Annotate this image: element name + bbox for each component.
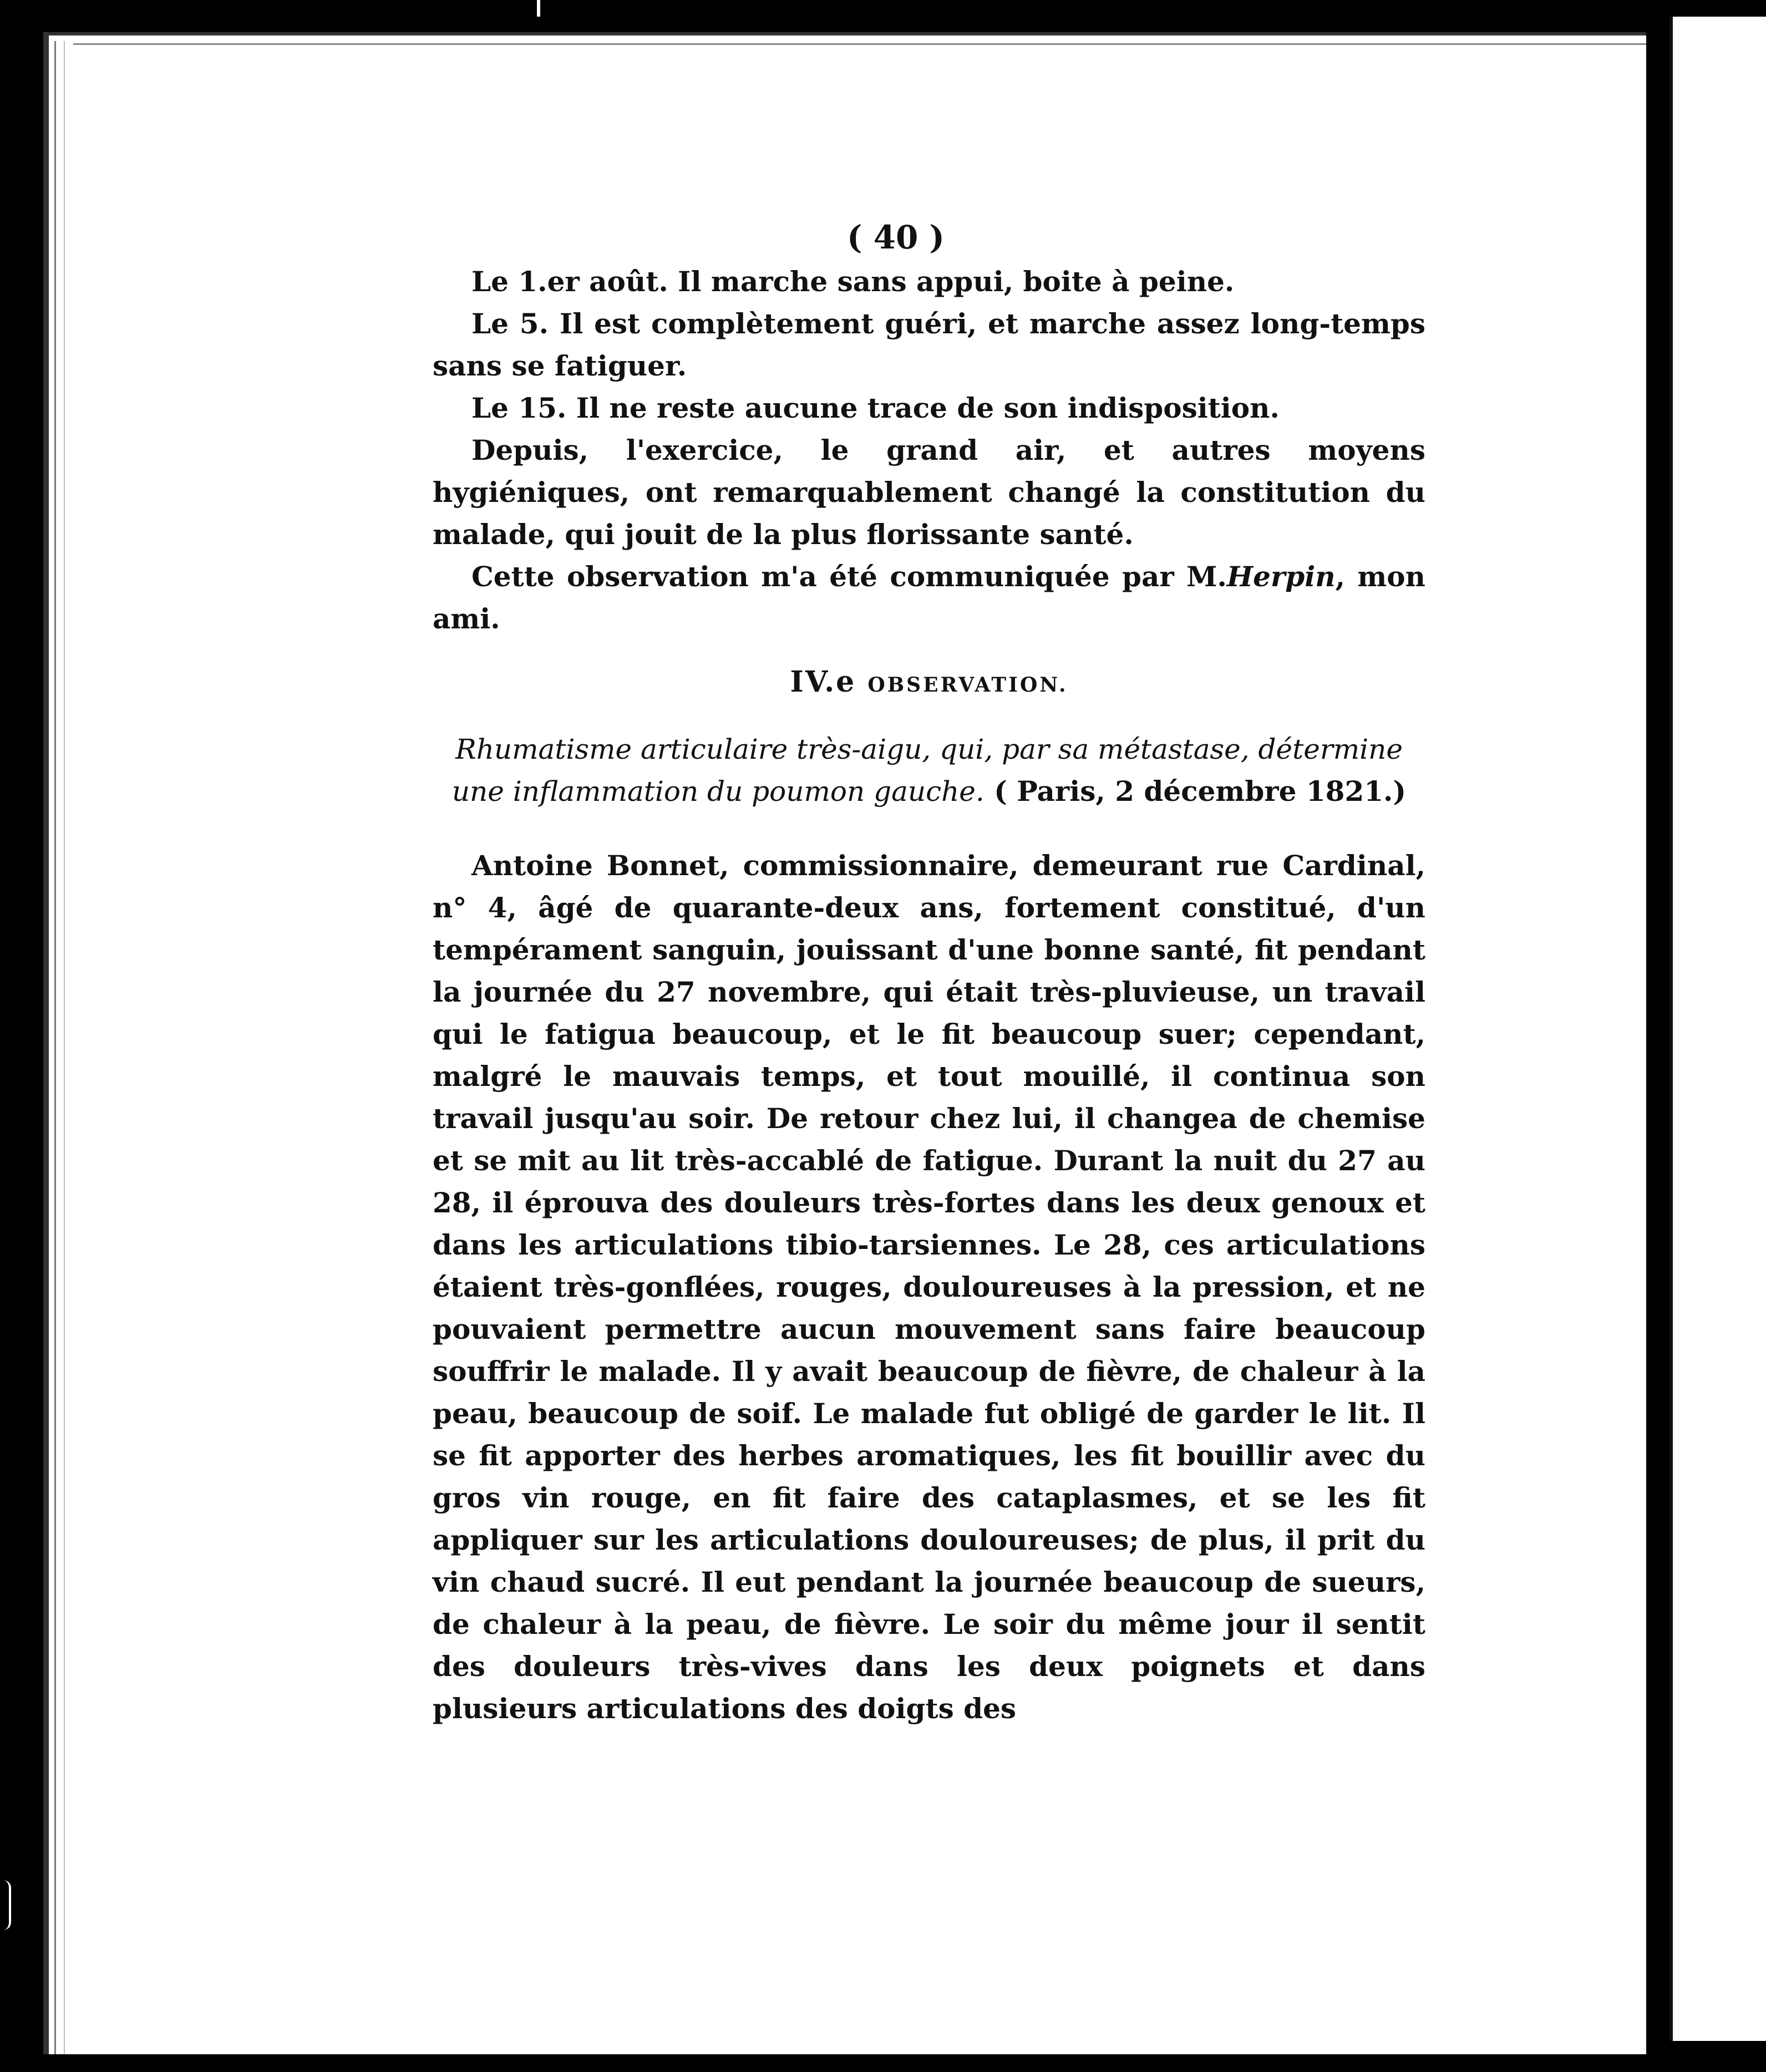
- observation-subtitle: [433, 728, 1425, 812]
- communication-text: Cette observation m'a été communiquée par M.: [471, 560, 1227, 593]
- paragraph-le-15: Le 15. Il ne reste aucune trace de son indisposition.: [471, 392, 1280, 424]
- facing-page-edge: [1669, 17, 1766, 2041]
- body-paragraph: Antoine Bonnet, commissionnaire, demeurant rue Cardinal, n° 4, âgé de quarante-deux ans, fortement constitué, d'un tempérament sanguin, jouissant d'une bonne santé, fit pendant la journée du 27 novembre, qui était très-pluvieuse, un travail qui le fatigua beaucoup, et le fit beaucoup suer; cependant, malgré le mauvais temps, et tout mouillé, il continua son travail jusqu'au soir. De retour chez lui, il changea de chemise et se mit au lit très-accablé de fatigue. Durant la nuit du 27 au 28, il éprouva des douleurs très-fortes dans les deux genoux et dans les articulations tibio-tarsiennes. Le 28, ces articulations étaient très-gonflées, rouges, douloureuses à la pression, et ne pouvaient permettre aucun mouvement sans faire beaucoup souffrir le malade. Il y avait beaucoup de fièvre, de chaleur à la peau, beaucoup de soif. Le malade fut obligé de garder le lit. Il se fit apporter des herbes aromatiques, les fit bouillir avec du gros vin rouge, en fit faire des cataplasmes, et se les fit appliquer sur les articulations douloureuses; de plus, il prit du vin chaud sucré. Il eut pendant la journée beaucoup de sueurs, de chaleur à la peau, de fièvre. Le soir du même jour il sentit des douleurs très-vives dans les deux poignets et dans plusieurs articulations des doigts des: [433, 849, 1425, 1725]
- communication-end: , mon ami.: [433, 560, 1426, 635]
- scan-artifact-bracket: [3, 1880, 11, 1930]
- subtitle-italic: Rhumatisme articulaire très-aigu, qui, par sa métastase, détermine une inflammation du poumon gauche.: [451, 733, 1403, 808]
- scan-artifact-mark: [537, 0, 540, 17]
- page-number: ( 40 ): [847, 219, 945, 256]
- text-block: [433, 216, 1425, 1730]
- communicator-name: Herpin: [1226, 560, 1336, 593]
- paragraph-depuis: Depuis, l'exercice, le grand air, et autres moyens hygiéniques, ont remarquablement changé la constitution du malade, qui jouit de la plus florissante santé.: [433, 434, 1425, 551]
- paragraph-communication: [433, 556, 1425, 640]
- paragraph-aout: Le 1.er août. Il marche sans appui, boite à peine.: [471, 265, 1235, 298]
- observation-numeral: IV.e: [790, 665, 856, 699]
- observation-label: OBSERVATION.: [867, 673, 1068, 697]
- subtitle-place-date: ( Paris, 2 décembre 1821.): [984, 775, 1407, 808]
- observation-heading: [433, 661, 1425, 706]
- paragraph-le-5: Le 5. Il est complètement guéri, et marche assez long-temps sans se fatiguer.: [433, 307, 1425, 382]
